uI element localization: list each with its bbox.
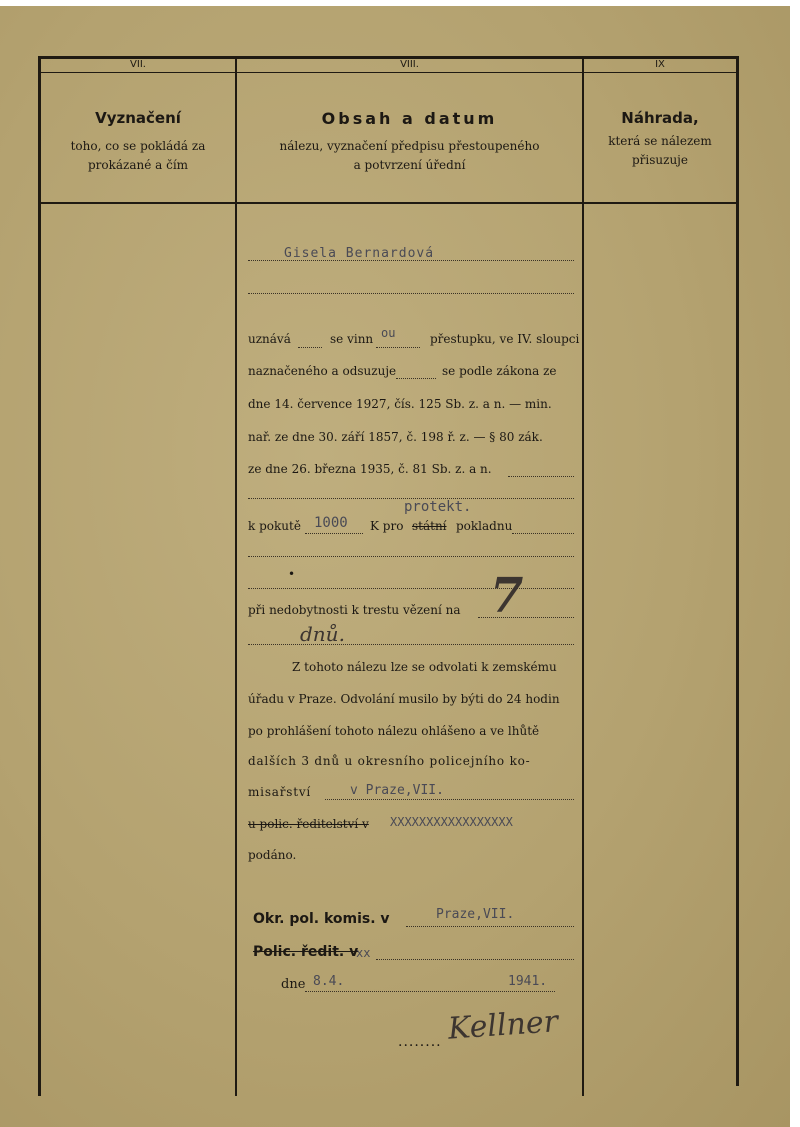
column-ix-title: Náhrada,: [621, 109, 699, 127]
fine-amount: 1000: [314, 515, 348, 531]
appeal-podano: podáno.: [248, 848, 297, 862]
fine-k-pro: K pro: [370, 519, 404, 533]
document-page: [0, 6, 790, 1127]
column-divider-1: [235, 56, 237, 1096]
office-place: Praze,VII.: [436, 907, 515, 922]
column-viii-line1: nálezu, vyznačení předpisu přestoupeného: [279, 139, 540, 153]
table-left-rule: [38, 56, 41, 1096]
law-dots: [508, 476, 574, 477]
verdict-se-vinn: se vinn: [330, 332, 374, 346]
office-dots: [406, 926, 574, 927]
fine-pokladnu: pokladnu: [456, 519, 513, 533]
fine-struck-word: státní: [412, 519, 447, 533]
column-vii-title: Vyznačení: [95, 109, 181, 127]
column-divider-2: [582, 56, 584, 1096]
table-right-rule: [736, 56, 739, 1086]
protekt-typed: protekt.: [404, 499, 472, 515]
verdict-prestupku: přestupku, ve IV. sloupci: [430, 332, 580, 346]
verdict-zakona: se podle zákona ze: [442, 364, 557, 378]
verdict-odsuzuje: naznačeného a odsuzuje: [248, 364, 397, 378]
appeal-line-1: Z tohoto nálezu lze se odvolati k zemskému: [292, 660, 557, 674]
appeal-line-2: úřadu v Praze. Odvolání musilo by býti do 24 hodin: [248, 692, 560, 706]
bullet-mark: •: [288, 567, 296, 581]
date-dots: [305, 991, 555, 992]
prison-number: 7: [490, 568, 524, 624]
column-ix-line1: která se nálezem: [608, 134, 712, 148]
verdict-suffix: ou: [381, 326, 396, 340]
blank-line-3: [248, 556, 574, 557]
defendant-name: Gisela Bernardová: [284, 246, 435, 261]
blank-line-1: [248, 293, 574, 294]
date-label: dne: [281, 977, 306, 992]
polic-struck: Polic. ředit. v: [253, 944, 359, 960]
column-vii-numeral: VII.: [130, 59, 146, 70]
polic-dots: [376, 959, 574, 960]
signature-dots: ........: [398, 1034, 442, 1050]
column-ix-numeral: IX: [655, 59, 665, 70]
fine-label: k pokutě: [248, 519, 301, 533]
law-line-2: nař. ze dne 30. září 1857, č. 198 ř. z. — § 80 zák.: [248, 430, 543, 444]
appeal-line-3: po prohlášení tohoto nálezu ohlášeno a ve lhůtě: [248, 724, 540, 738]
prison-text: při nedobytnosti k trestu vězení na: [248, 603, 461, 617]
fine-dots: [305, 533, 363, 534]
blank-line-4: [248, 588, 574, 589]
law-line-3: ze dne 26. března 1935, č. 81 Sb. z. a n.: [248, 462, 492, 476]
verdict-dots-3: [396, 378, 436, 379]
verdict-uznava: uznává: [248, 332, 291, 346]
verdict-dots-1: [298, 347, 322, 348]
column-ix-line2: přisuzuje: [631, 153, 688, 167]
prison-unit: dnů.: [300, 622, 345, 646]
column-vii-line2: prokázané a čím: [87, 158, 189, 172]
header-bottom-rule: [38, 202, 738, 204]
column-viii-numeral: VIII.: [400, 59, 419, 70]
column-viii-title: Obsah a datum: [321, 109, 498, 128]
office-label: Okr. pol. komis. v: [253, 911, 390, 927]
appeal-line-4: dalších 3 dnů u okresního policejního ko-: [248, 754, 531, 768]
appeal-dots: [325, 799, 574, 800]
column-viii-line2: a potvrzení úřední: [353, 158, 466, 172]
appeal-misarstvi: misařství: [248, 785, 312, 799]
appeal-struck-polic: u polic. ředitelství v: [248, 817, 369, 831]
verdict-dots-2: [376, 347, 420, 348]
column-vii-line1: toho, co se pokládá za: [70, 139, 206, 153]
prison-dots-2: [248, 644, 574, 645]
fine-dots-2: [512, 533, 574, 534]
appeal-x-fill: XXXXXXXXXXXXXXXXX: [390, 815, 513, 829]
date-year: 1941.: [508, 974, 548, 989]
polic-x: xx: [356, 946, 371, 960]
appeal-place: v Praze,VII.: [350, 783, 444, 798]
header-numeral-rule: [38, 72, 738, 73]
law-line-1: dne 14. července 1927, čís. 125 Sb. z. a n. — min.: [248, 397, 552, 411]
signature: Kellner: [446, 1004, 560, 1047]
date-value: 8.4.: [313, 974, 345, 989]
